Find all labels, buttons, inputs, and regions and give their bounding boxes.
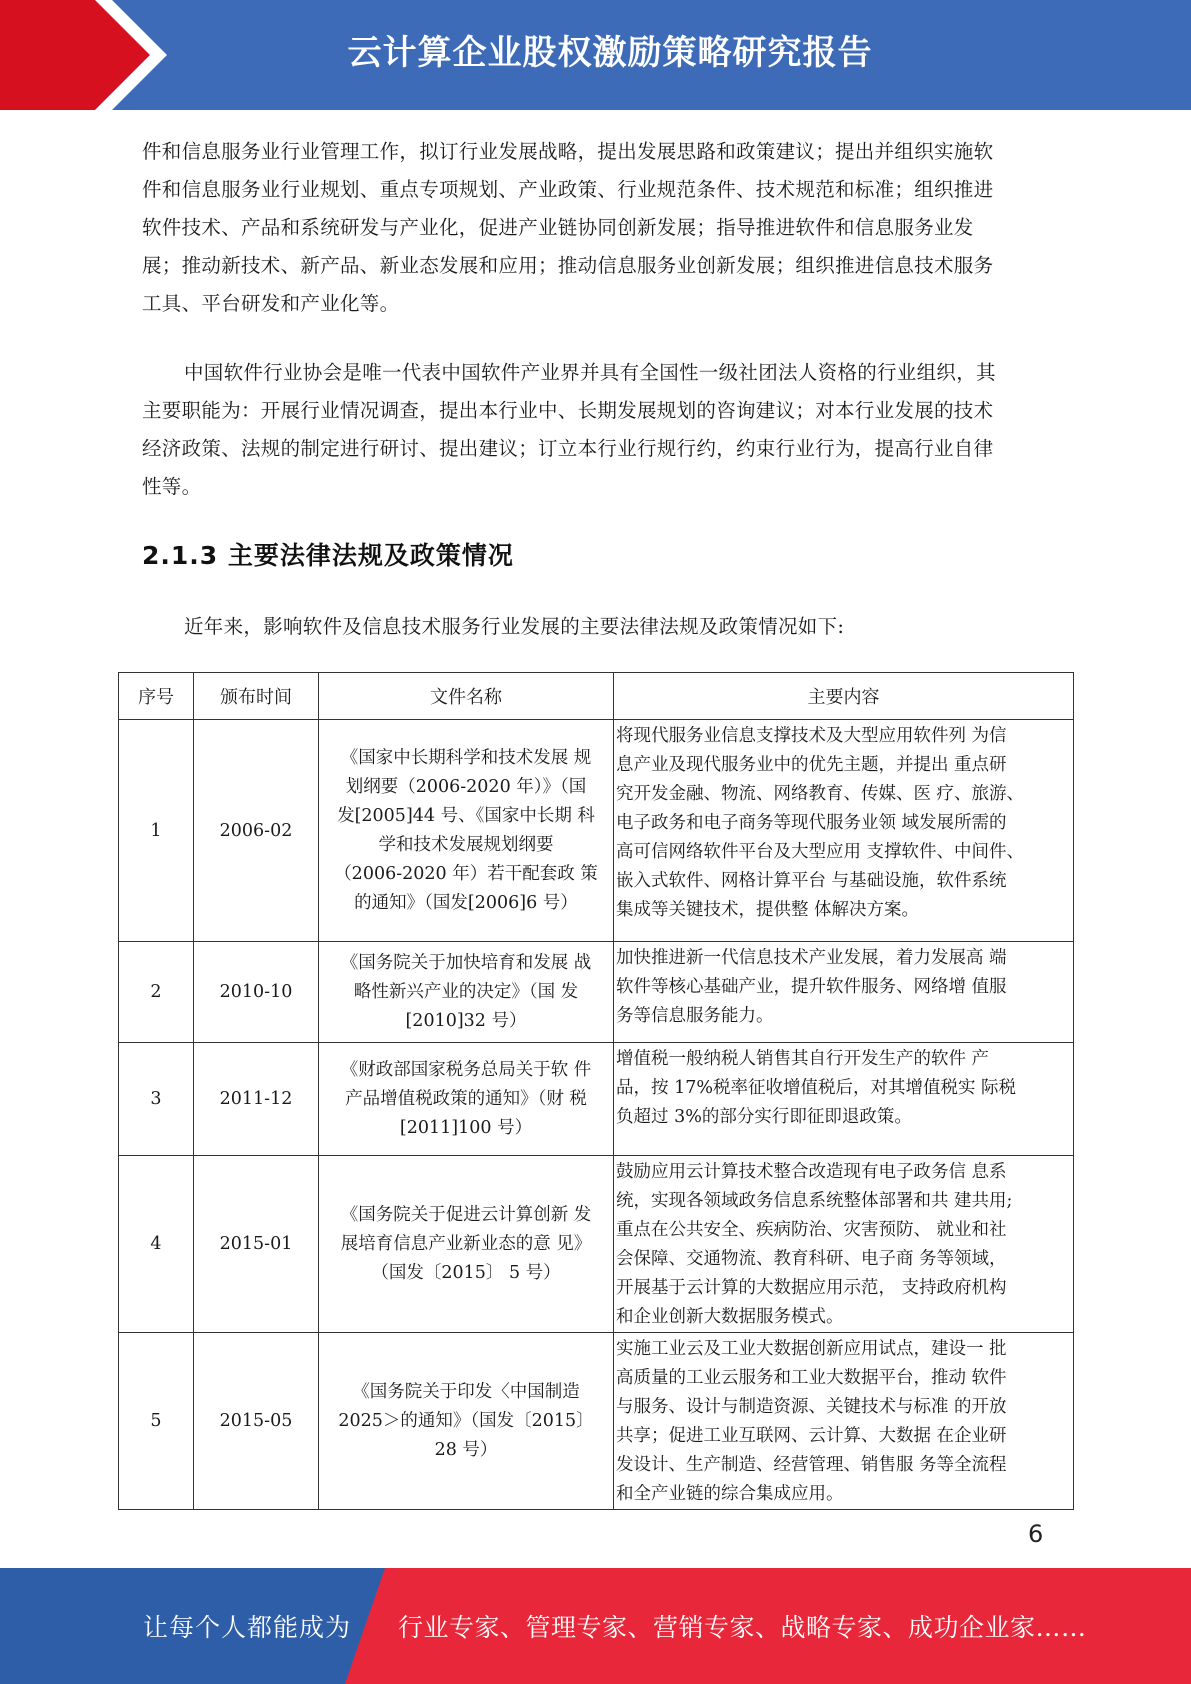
cell-line: 和企业创新大数据服务模式。 — [616, 1307, 844, 1327]
cell-line: 统，实现各领域政务信息系统整体部署和共 建共用; — [616, 1191, 1013, 1211]
cell-line: 略性新兴产业的决定》（国 发 — [353, 981, 579, 1002]
cell-main-content — [614, 942, 1074, 1043]
cell-line: 开展基于云计算的大数据应用示范， 支持政府机构 — [616, 1278, 1007, 1298]
cell-line: 划纲要（2006-2020 年）》（国 — [345, 776, 587, 797]
text-line: 展；推动新技术、新产品、新业态发展和应用；推动信息服务业创新发展；组织推进信息技术服务 — [142, 254, 994, 277]
text-line: 主要职能为：开展行业情况调查，提出本行业中、长期发展规划的咨询建议；对本行业发展的技术 — [142, 399, 994, 422]
cell-line: 学和技术发展规划纲要 — [378, 834, 554, 855]
cell-date: 2011-12 — [194, 1043, 319, 1156]
text-line: 经济政策、法规的制定进行研讨、提出建议；订立本行业行规行约，约束行业行为，提高行业自律 — [142, 437, 994, 460]
cell-line: 嵌入式软件、网格计算平台 与基础设施，软件系统 — [616, 871, 1007, 891]
cell-line: （2006-2020 年）若干配套政 策 — [334, 863, 598, 884]
cell-line: 集成等关键技术，提供整 体解决方案。 — [616, 900, 920, 920]
cell-line: 产品增值税政策的通知》（财 税 — [345, 1088, 587, 1109]
header-cell-date: 颁布时间 — [194, 673, 319, 720]
document-title: 云计算企业股权激励策略研究报告 — [347, 33, 873, 73]
text-line: 性等。 — [142, 475, 202, 498]
cell-line: 软件等核心基础产业，提升软件服务、网络增 值服 — [616, 977, 1007, 997]
cell-line: 《财政部国家税务总局关于软 件 — [340, 1059, 592, 1080]
cell-line: 重点在公共安全、疾病防治、灾害预防、 就业和社 — [616, 1220, 1007, 1240]
policy-table — [118, 672, 1074, 1510]
cell-line: 负超过 3%的部分实行即征即退政策。 — [616, 1107, 912, 1127]
table-row — [119, 720, 1074, 942]
cell-line: 《国家中长期科学和技术发展 规 — [340, 747, 592, 768]
cell-main-content — [614, 720, 1074, 942]
page-number: 6 — [1028, 1520, 1044, 1548]
footer-slogan-left: 让每个人都能成为 — [143, 1613, 352, 1642]
header-cell-name: 文件名称 — [319, 673, 614, 720]
cell-line: 发设计、生产制造、经营管理、销售服 务等全流程 — [616, 1455, 1007, 1475]
cell-line: 高质量的工业云服务和工业大数据平台，推动 软件 — [616, 1368, 1007, 1388]
cell-line: （国发〔2015〕 5 号） — [371, 1262, 561, 1283]
cell-line: 品，按 17%税率征收增值税后，对其增值税实 际税 — [616, 1078, 1017, 1098]
header-cell-no: 序号 — [119, 673, 194, 720]
cell-date: 2010-10 — [194, 942, 319, 1043]
cell-no: 3 — [119, 1043, 194, 1156]
cell-no: 4 — [119, 1156, 194, 1333]
cell-main-content — [614, 1156, 1074, 1333]
cell-document-name — [319, 1043, 614, 1156]
text-line: 中国软件行业协会是唯一代表中国软件产业界并具有全国性一级社团法人资格的行业组织，其 — [184, 361, 996, 384]
cell-date: 2006-02 — [194, 720, 319, 942]
cell-document-name — [319, 942, 614, 1043]
cell-line: 将现代服务业信息支撑技术及大型应用软件列 为信 — [616, 726, 1007, 746]
body-paragraph-2 — [142, 354, 1050, 506]
table-header-row — [119, 673, 1074, 720]
header-cell-content: 主要内容 — [614, 673, 1074, 720]
cell-date: 2015-01 — [194, 1156, 319, 1333]
table-row — [119, 1333, 1074, 1510]
text-line: 工具、平台研发和产业化等。 — [142, 292, 400, 315]
cell-line: 高可信网络软件平台及大型应用 支撑软件、中间件、 — [616, 842, 1025, 862]
cell-main-content — [614, 1043, 1074, 1156]
text-line: 近年来，影响软件及信息技术服务行业发展的主要法律法规及政策情况如下: — [184, 615, 845, 638]
cell-line: 实施工业云及工业大数据创新应用试点，建设一 批 — [616, 1339, 1007, 1359]
cell-line: 的通知》（国发[2006]6 号） — [354, 892, 578, 913]
cell-line: 《国务院关于印发〈中国制造 — [352, 1381, 580, 1402]
cell-line: 《国务院关于加快培育和发展 战 — [340, 952, 592, 973]
cell-line: 加快推进新一代信息技术产业发展，着力发展高 端 — [616, 948, 1007, 968]
cell-line: 务等信息服务能力。 — [616, 1006, 774, 1026]
cell-line: 会保障、交通物流、教育科研、电子商 务等领域， — [616, 1249, 1007, 1269]
text-line: 软件技术、产品和系统研发与产业化，促进产业链协同创新发展；指导推进软件和信息服务业发 — [142, 216, 974, 239]
table-intro-paragraph — [142, 608, 1050, 646]
text-line: 件和信息服务业行业规划、重点专项规划、产业政策、行业规范条件、技术规范和标准；组织推进 — [142, 178, 994, 201]
header-banner — [0, 0, 1191, 110]
cell-line: 息产业及现代服务业中的优先主题，并提出 重点研 — [616, 755, 1007, 775]
cell-line: 电子政务和电子商务等现代服务业领 域发展所需的 — [616, 813, 1007, 833]
cell-line: 究开发金融、物流、网络教育、传媒、医 疗、旅游、 — [616, 784, 1025, 804]
footer-slogan-right: 行业专家、管理专家、营销专家、战略专家、成功企业家…… — [398, 1613, 1087, 1642]
cell-line: [2010]32 号） — [405, 1010, 527, 1031]
cell-main-content — [614, 1333, 1074, 1510]
cell-date: 2015-05 — [194, 1333, 319, 1510]
cell-no: 5 — [119, 1333, 194, 1510]
cell-line: 与服务、设计与制造资源、关键技术与标准 的开放 — [616, 1397, 1007, 1417]
cell-no: 1 — [119, 720, 194, 942]
table-row — [119, 1156, 1074, 1333]
cell-document-name — [319, 1156, 614, 1333]
cell-line: 发[2005]44 号、《国家中长期 科 — [337, 805, 595, 826]
cell-line: 28 号） — [434, 1439, 498, 1460]
cell-line: 《国务院关于促进云计算创新 发 — [340, 1204, 592, 1225]
cell-line: 增值税一般纳税人销售其自行开发生产的软件 产 — [616, 1049, 990, 1069]
table-row — [119, 1043, 1074, 1156]
cell-line: 共享；促进工业互联网、云计算、大数据 在企业研 — [616, 1426, 1007, 1446]
footer-banner — [0, 1568, 1191, 1684]
cell-no: 2 — [119, 942, 194, 1043]
body-paragraph-1 — [142, 133, 1050, 323]
cell-line: 和全产业链的综合集成应用。 — [616, 1484, 844, 1504]
cell-line: 2025＞的通知》（国发〔2015〕 — [338, 1410, 594, 1431]
cell-document-name — [319, 720, 614, 942]
cell-line: 鼓励应用云计算技术整合改造现有电子政务信 息系 — [616, 1162, 1007, 1182]
section-heading: 2.1.3 主要法律法规及政策情况 — [142, 541, 514, 570]
cell-document-name — [319, 1333, 614, 1510]
cell-line: [2011]100 号） — [399, 1117, 533, 1138]
table-row — [119, 942, 1074, 1043]
text-line: 件和信息服务业行业管理工作，拟订行业发展战略，提出发展思路和政策建议；提出并组织实施软 — [142, 140, 994, 163]
cell-line: 展培育信息产业新业态的意 见》 — [340, 1233, 592, 1254]
